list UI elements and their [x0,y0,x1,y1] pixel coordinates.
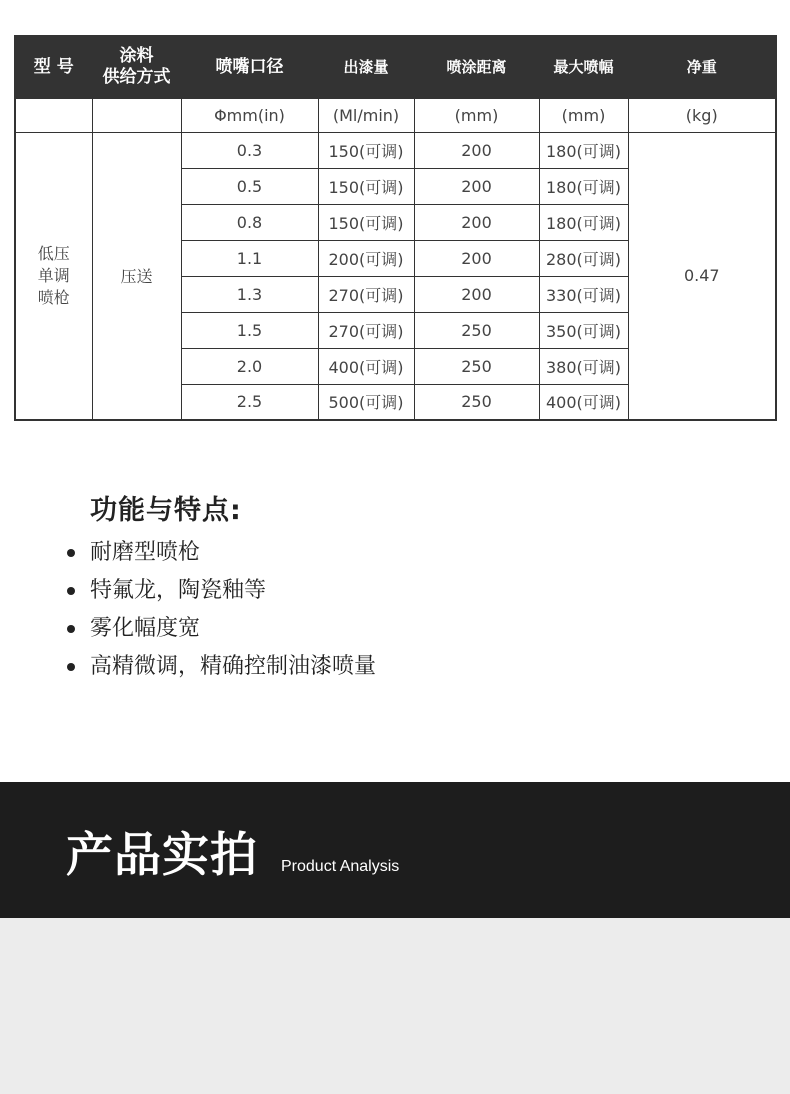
units-empty-supply [92,98,181,132]
feature-list [64,534,376,686]
features-title: 功能与特点: [90,495,242,526]
output-cell: 200(可调) [318,240,414,276]
unit-output: (Ml/min) [318,98,414,132]
max-width-cell: 330(可调) [539,276,628,312]
feature-text: 高精微调，精确控制油漆喷量 [90,654,377,679]
distance-cell: 250 [414,348,539,384]
nozzle-cell: 1.5 [181,312,318,348]
banner-title: 产品实拍 [66,828,258,883]
distance-cell: 200 [414,132,539,168]
model-line1: 低压 [37,243,70,263]
nozzle-cell: 1.1 [181,240,318,276]
distance-cell: 200 [414,168,539,204]
bullet-icon [67,587,75,595]
feature-text: 雾化幅度宽 [90,616,201,641]
nozzle-cell: 0.5 [181,168,318,204]
header-supply-line1: 涂料 [119,46,154,67]
header-supply [92,36,181,98]
nozzle-cell: 1.3 [181,276,318,312]
max-width-cell: 350(可调) [539,312,628,348]
model-cell [15,132,92,420]
list-item [64,610,376,648]
units-empty-model [15,98,92,132]
header-supply-line2: 供给方式 [102,67,171,88]
units-row [15,98,776,132]
nozzle-cell: 0.8 [181,204,318,240]
max-width-cell: 180(可调) [539,204,628,240]
feature-text: 耐磨型喷枪 [90,540,201,565]
max-width-cell: 180(可调) [539,168,628,204]
output-cell: 270(可调) [318,276,414,312]
model-line2: 单调 [37,265,70,285]
list-item [64,648,376,686]
header-weight: 净重 [628,36,776,98]
nozzle-cell: 2.0 [181,348,318,384]
distance-cell: 200 [414,240,539,276]
list-item [64,534,376,572]
header-max-width: 最大喷幅 [539,36,628,98]
output-cell: 270(可调) [318,312,414,348]
distance-cell: 200 [414,276,539,312]
distance-cell: 200 [414,204,539,240]
distance-cell: 250 [414,312,539,348]
header-output: 出漆量 [318,36,414,98]
max-width-cell: 280(可调) [539,240,628,276]
supply-cell: 压送 [92,132,181,420]
bullet-icon [67,625,75,633]
feature-text: 特氟龙，陶瓷釉等 [90,578,267,603]
output-cell: 150(可调) [318,204,414,240]
unit-distance: (mm) [414,98,539,132]
output-cell: 500(可调) [318,384,414,420]
max-width-cell: 400(可调) [539,384,628,420]
output-cell: 400(可调) [318,348,414,384]
model-line3: 喷枪 [37,287,70,307]
bullet-icon [67,663,75,671]
nozzle-cell: 0.3 [181,132,318,168]
list-item [64,572,376,610]
weight-cell: 0.47 [628,132,776,420]
bullet-icon [67,549,75,557]
unit-max-width: (mm) [539,98,628,132]
output-cell: 150(可调) [318,168,414,204]
spec-table [14,35,777,421]
distance-cell: 250 [414,384,539,420]
header-nozzle: 喷嘴口径 [181,36,318,98]
product-photo-banner [0,782,790,918]
nozzle-cell: 2.5 [181,384,318,420]
header-model: 型 号 [15,36,92,98]
table-header-row [15,36,776,98]
max-width-cell: 380(可调) [539,348,628,384]
header-distance: 喷涂距离 [414,36,539,98]
output-cell: 150(可调) [318,132,414,168]
banner-subtitle: Product Analysis [281,858,400,875]
unit-weight: (kg) [628,98,776,132]
max-width-cell: 180(可调) [539,132,628,168]
table-row [15,132,776,168]
unit-nozzle: Φmm(in) [181,98,318,132]
photo-area [0,918,790,1094]
